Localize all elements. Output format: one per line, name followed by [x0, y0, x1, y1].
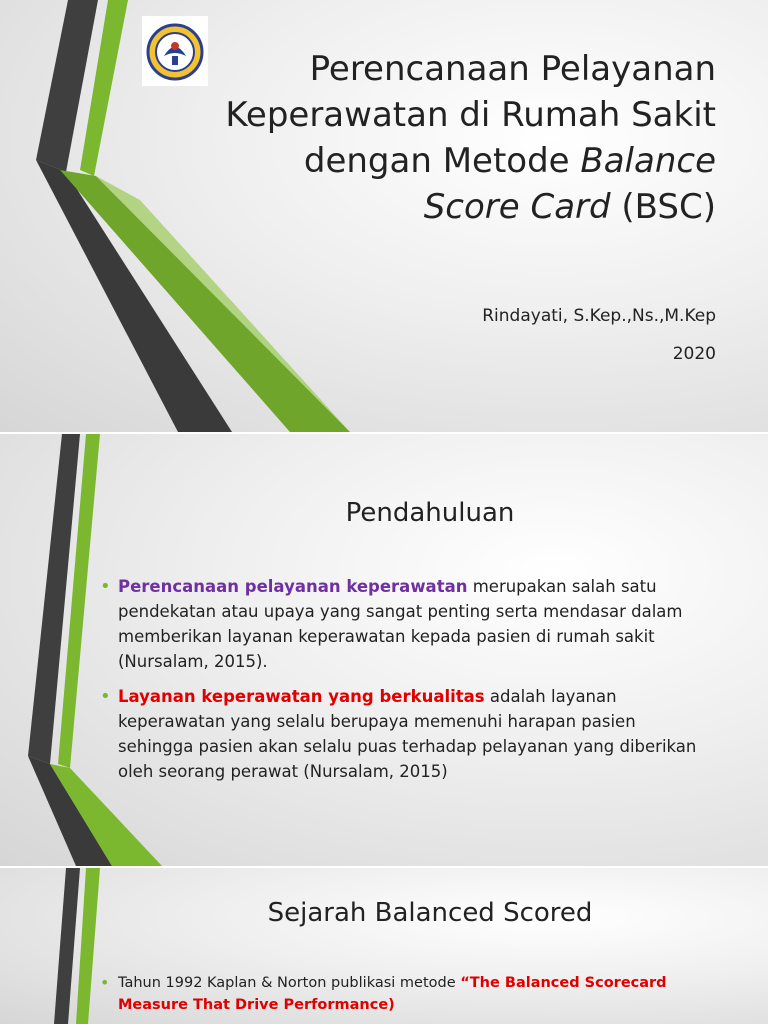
title-line-4 — [176, 184, 716, 230]
bullet-text: Tahun 1992 Kaplan & Norton publikasi metode — [118, 975, 461, 991]
bullet-item — [100, 684, 700, 784]
presentation-year: 2020 — [672, 344, 716, 364]
bullet-list — [100, 972, 720, 1016]
title-line-3-italic: Balance — [580, 141, 716, 181]
title-line-3 — [176, 138, 716, 184]
bullet-item — [100, 574, 700, 674]
presentation-title — [176, 46, 716, 230]
author-name: Rindayati, S.Kep.,Ns.,M.Kep — [482, 306, 716, 326]
bullet-text: merupakan salah satu pendekatan atau upaya yang sangat penting serta mendasar dalam memberikan layanan keperawatan kepada pasien di rumah sakit (Nursalam, 2015). — [118, 577, 683, 671]
bullet-item — [100, 972, 720, 1016]
title-line-1: Perencanaan Pelayanan — [309, 49, 716, 89]
bullet-dot-icon: • — [100, 576, 111, 597]
slide-introduction — [0, 434, 768, 866]
title-line-2: Keperawatan di Rumah Sakit — [225, 95, 716, 135]
slide-history — [0, 868, 768, 1024]
bullet-text: adalah layanan keperawatan yang selalu berupaya memenuhi harapan pasien sehingga pasien akan selalu puas terhadap pelayanan yang diberikan oleh seorang perawat (Nursalam, 2015) — [118, 687, 697, 781]
title-line-4-text: (BSC) — [610, 187, 716, 227]
bullet-list — [100, 574, 700, 794]
bullet-dot-icon: • — [100, 973, 110, 992]
slide-heading: Sejarah Balanced Scored — [267, 898, 593, 928]
slide-heading: Pendahuluan — [345, 498, 515, 528]
bullet-highlight: Perencanaan pelayanan keperawatan — [118, 577, 468, 596]
title-line-3-text: dengan Metode — [303, 141, 581, 181]
title-line-4-italic: Score Card — [423, 187, 611, 227]
bullet-highlight: Layanan keperawatan yang berkualitas — [118, 687, 485, 706]
slide-title — [0, 0, 768, 432]
bullet-highlight: “The Balanced Scorecard Measure That Drive Performance) — [118, 975, 667, 1013]
bullet-dot-icon: • — [100, 686, 111, 707]
